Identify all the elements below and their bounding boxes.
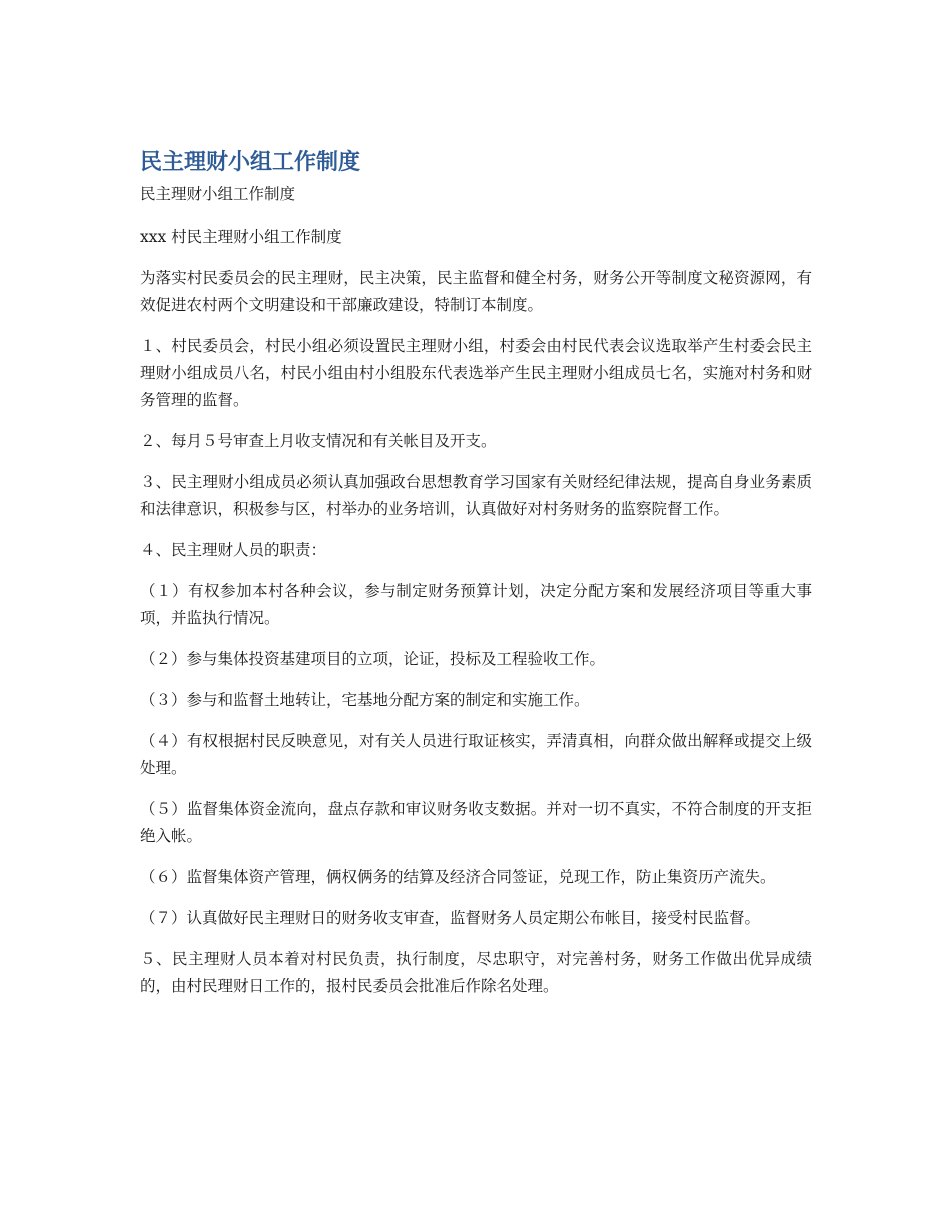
paragraph-duty-7: （７）认真做好民主理财日的财务收支审查，监督财务人员定期公布帐目，接受村民监督。 [140,909,761,927]
paragraph-item-5: ５、民主理财人员本着对村民负责，执行制度，尽忠职守，对完善村务，财务工作做出优异成绩的，由村民理财日工作的，报村民委员会批准后作除名处理。 [140,950,812,995]
paragraph-item-2: ２、每月５号审查上月收支情况和有关帐目及开支。 [140,432,497,450]
document-subtitle: 民主理财小组工作制度 [140,185,296,203]
document-title: 民主理财小组工作制度 [140,150,361,175]
paragraph-duty-1: （１）有权参加本村各种会议，参与制定财务预算计划，决定分配方案和发展经济项目等重大事项，并监执行情况。 [140,582,812,627]
paragraph-intro: 为落实村民委员会的民主理财，民主决策，民主监督和健全村务，财务公开等制度文秘资源网，有效促进农村两个文明建设和干部廉政建设，特制订本制度。 [140,269,812,314]
paragraph-duty-3: （３）参与和监督土地转让，宅基地分配方案的制定和实施工作。 [140,691,590,709]
paragraph-item-3: ３、民主理财小组成员必须认真加强政台思想教育学习国家有关财经纪律法规，提高自身业务素质和法律意识，积极参与区，村举办的业务培训，认真做好对村务财务的监察院督工作。 [140,473,812,518]
paragraph-duty-6: （６）监督集体资产管理，俩权俩务的结算及经济合同签证，兑现工作，防止集资历产流失。 [140,868,776,886]
document-page [140,146,812,1014]
paragraph-item-1: １、村民委员会，村民小组必须设置民主理财小组，村委会由村民代表会议选取举产生村委会民主理财小组成员八名，村民小组由村小组股东代表选举产生民主理财小组成员七名，实施对村务和财务管理的监督。 [140,337,812,409]
paragraph-duty-4: （４）有权根据村民反映意见，对有关人员进行取证核实，弄清真相，向群众做出解释或提交上级处理。 [140,732,812,777]
paragraph-duty-5: （５）监督集体资金流向，盘点存款和审议财务收支数据。并对一切不真实，不符合制度的开支拒绝入帐。 [140,800,812,845]
paragraph-duty-2: （２）参与集体投资基建项目的立项，论证，投标及工程验收工作。 [140,650,606,668]
paragraph-item-4: ４、民主理财人员的职责： [140,541,327,559]
paragraph-village-heading: xxx 村民主理财小组工作制度 [140,228,342,246]
